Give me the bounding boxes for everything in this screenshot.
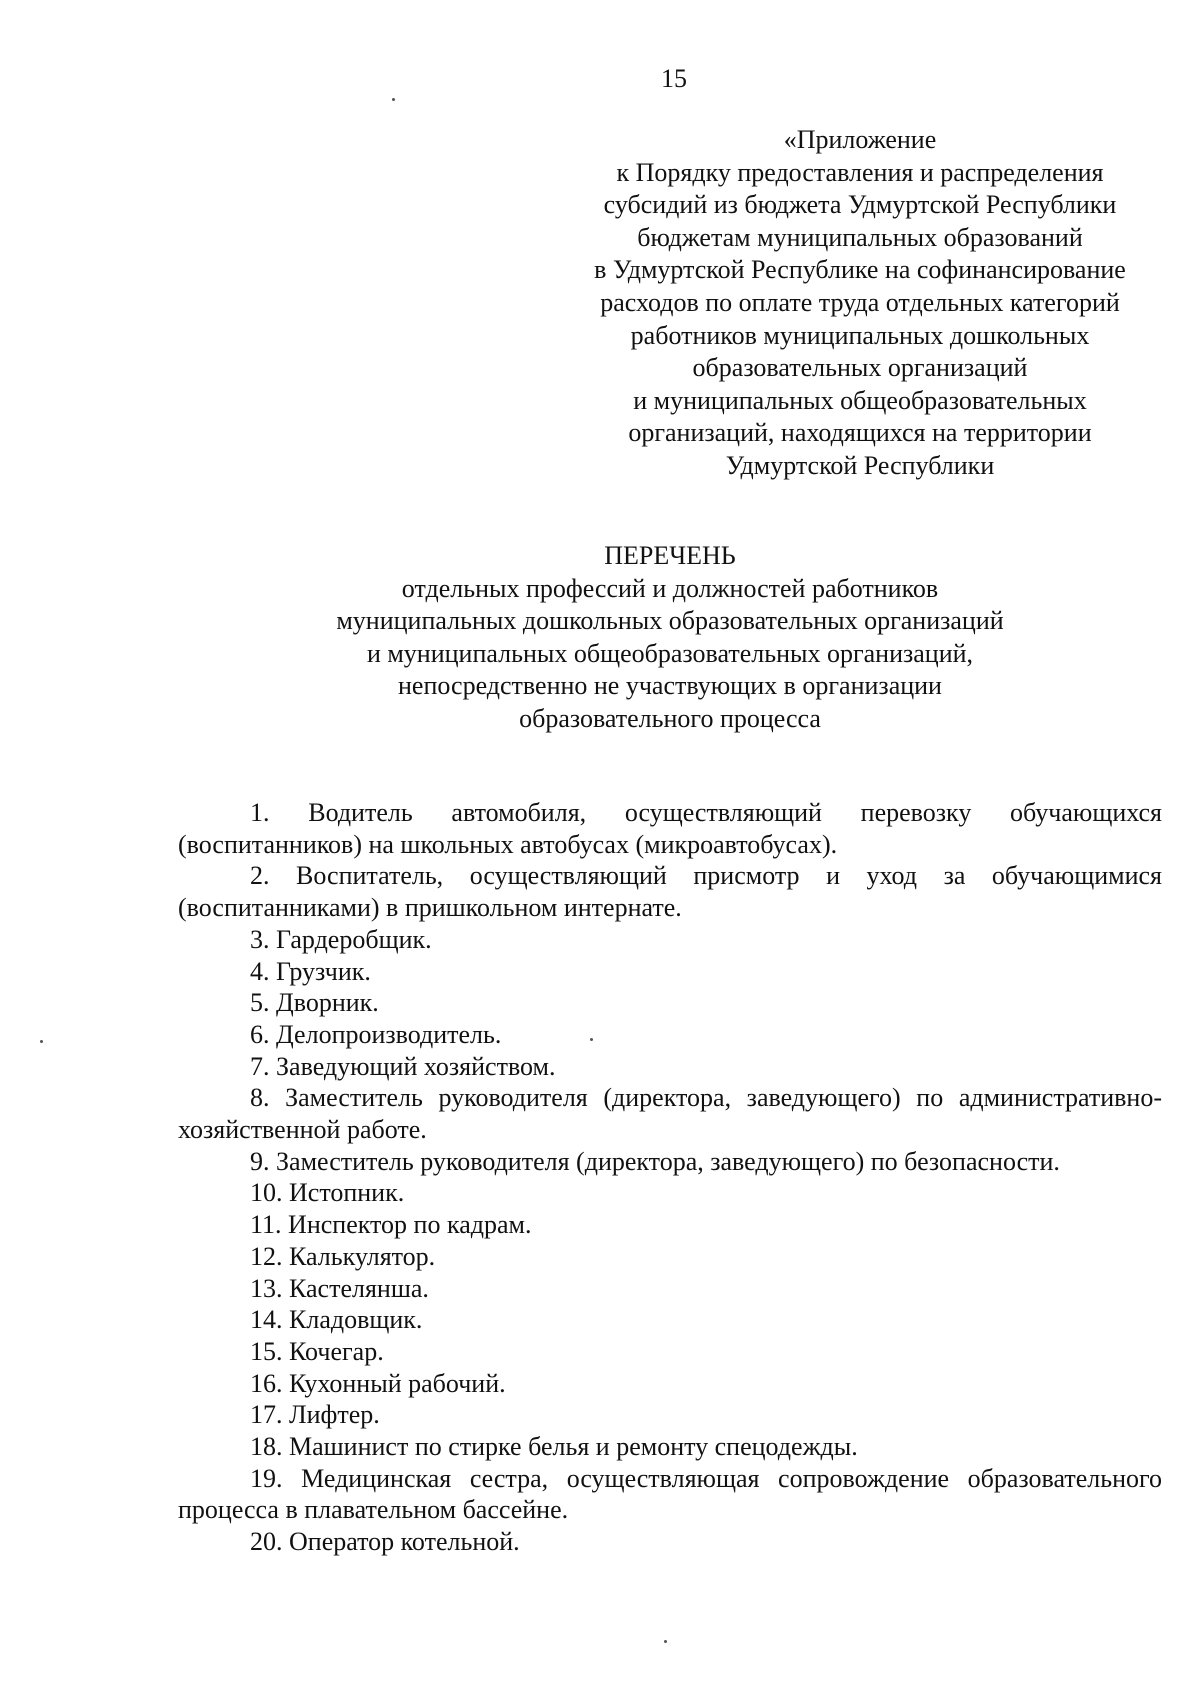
appendix-line: организаций, находящихся на территории	[628, 418, 1092, 448]
item-text: Заместитель руководителя (директора, заведующего) по административно-	[285, 1083, 1162, 1113]
item-text: Делопроизводитель.	[276, 1019, 502, 1049]
list-subtitle-line: отдельных профессий и должностей работников	[401, 573, 939, 603]
scan-speck	[590, 1038, 593, 1041]
item-number: 2.	[250, 861, 270, 891]
page-number: 15	[661, 64, 687, 93]
item-number: 3.	[250, 924, 270, 954]
item-number: 20.	[250, 1527, 283, 1557]
item-number: 9.	[250, 1146, 270, 1176]
item-text: Кухонный рабочий.	[289, 1368, 506, 1398]
item-number: 18.	[250, 1432, 283, 1462]
item-number: 14.	[250, 1305, 283, 1335]
appendix-line: образовательных организаций	[692, 353, 1028, 383]
item-text: Водитель автомобиля, осуществляющий перевозку обучающихся	[308, 798, 1162, 827]
item-number: 4.	[250, 956, 270, 986]
list-item	[178, 1336, 1162, 1368]
appendix-line: к Порядку предоставления и распределения	[616, 157, 1104, 187]
item-text: Воспитатель, осуществляющий присмотр и уход за обучающимися	[296, 861, 1162, 891]
item-text: Истопник.	[289, 1178, 405, 1208]
item-number: 10.	[250, 1178, 283, 1208]
appendix-line: в Удмуртской Республике на софинансирование	[594, 255, 1126, 285]
item-text: Дворник.	[276, 988, 379, 1018]
item-number: 11.	[250, 1210, 282, 1240]
item-number: 7.	[250, 1051, 270, 1081]
item-text: Заведующий хозяйством.	[276, 1051, 556, 1081]
list-item	[178, 1431, 1162, 1463]
item-text: Лифтер.	[289, 1400, 380, 1430]
item-text-continuation: (воспитанниками) в пришкольном интернате.	[178, 893, 682, 923]
appendix-line: и муниципальных общеобразовательных	[633, 385, 1087, 415]
item-text: Грузчик.	[276, 956, 371, 986]
list-header	[240, 540, 1100, 736]
appendix-line: бюджетам муниципальных образований	[637, 222, 1083, 252]
list-item	[178, 1051, 1162, 1083]
item-text-continuation: (воспитанников) на школьных автобусах (микроавтобусах).	[178, 829, 838, 859]
appendix-line: работников муниципальных дошкольных	[630, 320, 1090, 350]
list-subtitle-line: образовательного процесса	[519, 703, 821, 733]
item-number: 15.	[250, 1336, 283, 1366]
item-number: 5.	[250, 988, 270, 1018]
appendix-header	[560, 124, 1160, 483]
item-text: Инспектор по кадрам.	[288, 1210, 532, 1240]
list-item	[178, 1241, 1162, 1273]
appendix-line: Удмуртской Республики	[725, 450, 995, 480]
list-subtitle-line: непосредственно не участвующих в организации	[398, 671, 942, 701]
appendix-line: субсидий из бюджета Удмуртской Республики	[603, 190, 1117, 220]
list-item	[178, 1399, 1162, 1431]
list-subtitle-line: и муниципальных общеобразовательных организаций,	[366, 638, 974, 668]
list-item	[178, 924, 1162, 956]
list-item	[178, 1019, 1162, 1051]
list-item	[178, 1304, 1162, 1336]
list-item	[178, 956, 1162, 988]
item-number: 6.	[250, 1019, 270, 1049]
list-item	[178, 1177, 1162, 1209]
item-text-continuation: хозяйственной работе.	[178, 1115, 427, 1145]
list-item	[178, 1209, 1162, 1241]
list-item	[178, 1082, 1162, 1145]
item-text: Машинист по стирке белья и ремонту спецодежды.	[289, 1432, 858, 1462]
item-number: 16.	[250, 1368, 283, 1398]
item-number: 1.	[250, 798, 270, 827]
list-item	[178, 987, 1162, 1019]
list-item	[178, 1146, 1162, 1178]
list-item	[178, 1368, 1162, 1400]
list-item	[178, 1526, 1162, 1558]
item-text: Кастелянша.	[289, 1273, 429, 1303]
list-item	[178, 1463, 1162, 1526]
item-text: Калькулятор.	[289, 1241, 436, 1271]
scan-speck	[40, 1040, 43, 1043]
item-text-continuation: процесса в плавательном бассейне.	[178, 1495, 569, 1525]
list-subtitle-line: муниципальных дошкольных образовательных организаций	[336, 606, 1004, 636]
list-item	[178, 860, 1162, 923]
scan-speck	[664, 1640, 667, 1643]
list-title: ПЕРЕЧЕНЬ	[604, 541, 736, 570]
appendix-line: расходов по оплате труда отдельных категорий	[600, 287, 1120, 317]
item-number: 19.	[250, 1463, 283, 1493]
item-text: Кладовщик.	[289, 1305, 423, 1335]
item-text: Гардеробщик.	[276, 924, 432, 954]
item-number: 8.	[250, 1083, 270, 1113]
item-number: 17.	[250, 1400, 283, 1430]
item-text: Заместитель руководителя (директора, заведующего) по безопасности.	[276, 1146, 1060, 1176]
item-text: Медицинская сестра, осуществляющая сопровождение образовательного	[301, 1463, 1162, 1493]
item-number: 12.	[250, 1241, 283, 1271]
item-number: 13.	[250, 1273, 283, 1303]
scan-speck	[392, 98, 395, 101]
profession-list	[178, 797, 1162, 1558]
item-text: Кочегар.	[289, 1336, 384, 1366]
list-item	[178, 797, 1162, 860]
item-text: Оператор котельной.	[289, 1527, 520, 1557]
appendix-line: «Приложение	[783, 125, 937, 154]
list-item	[178, 1273, 1162, 1305]
